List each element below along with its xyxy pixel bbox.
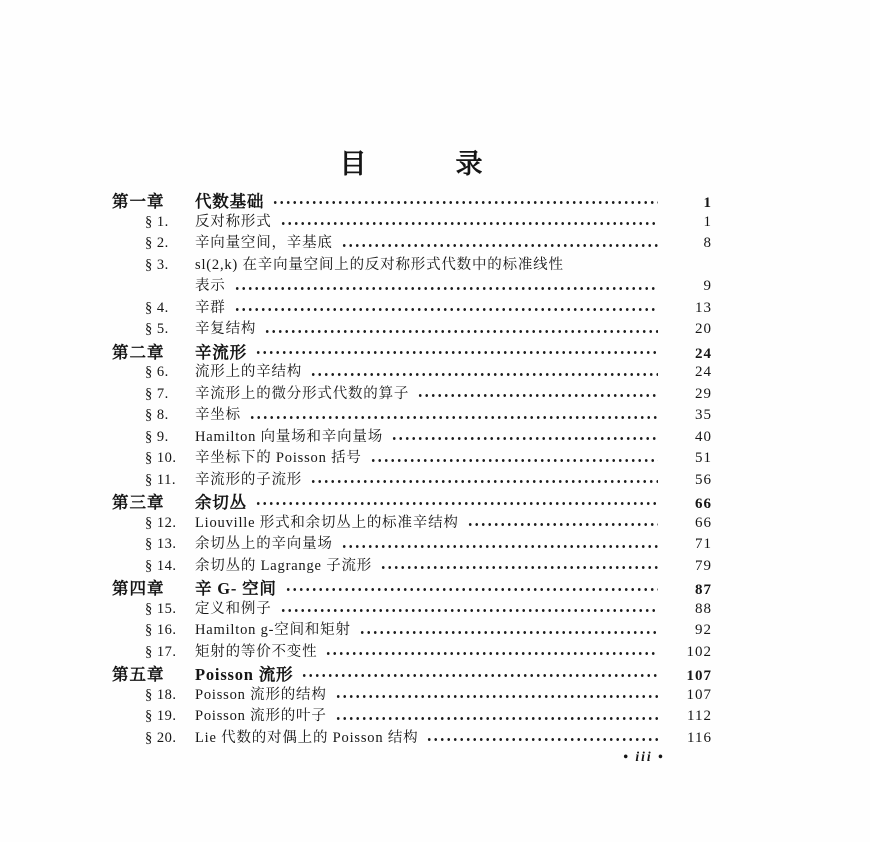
toc-entry-section	[112, 446, 712, 468]
toc-entry-section	[112, 704, 712, 726]
entry-page: 1	[703, 213, 712, 230]
entry-label: § 9.	[145, 428, 169, 445]
entry-label: § 18.	[145, 686, 177, 703]
dot-leader	[273, 200, 658, 205]
dot-leader	[286, 587, 658, 592]
entry-label: § 19.	[145, 708, 177, 724]
toc-entry-section	[112, 317, 712, 339]
entry-label: 第二章	[112, 342, 165, 362]
entry-page: 116	[687, 729, 712, 746]
entry-page: 87	[695, 582, 712, 598]
dot-leader	[342, 243, 658, 248]
entry-label: 第一章	[112, 192, 165, 211]
entry-title: Liouville 形式和余切丛上的标准辛结构	[195, 514, 459, 531]
toc-entry-chapter	[112, 188, 712, 210]
entry-title: 辛坐标	[195, 407, 241, 423]
toc-entry-section	[112, 683, 712, 705]
dot-leader	[256, 501, 658, 506]
entry-page: 107	[686, 668, 712, 684]
entry-label: § 20.	[145, 729, 177, 746]
toc-entry-section	[112, 511, 712, 533]
dot-leader	[418, 393, 658, 398]
entry-title: 表示	[195, 278, 226, 294]
entry-title: 辛群	[195, 299, 226, 316]
entry-label: § 10.	[145, 450, 177, 466]
toc-entry-chapter	[112, 661, 712, 683]
dot-leader	[256, 350, 658, 355]
toc-entry-section	[112, 274, 712, 296]
entry-page: 107	[686, 686, 712, 703]
dot-leader	[311, 372, 658, 377]
toc-entry-section	[112, 403, 712, 425]
toc-entry-section	[112, 296, 712, 318]
entry-title: 辛复结构	[195, 321, 257, 337]
entry-title: 代数基础	[195, 192, 265, 211]
dot-leader	[326, 651, 658, 656]
entry-title: Poisson 流形	[195, 665, 294, 684]
toc-entry-section	[112, 726, 712, 748]
entry-page: 88	[695, 600, 712, 617]
entry-title: Lie 代数的对偶上的 Poisson 结构	[195, 729, 419, 746]
entry-title: Hamilton g-空间和矩射	[195, 622, 351, 638]
entry-title: 流形上的辛结构	[195, 364, 303, 380]
entry-label: 第四章	[112, 579, 165, 598]
entry-label: § 1.	[145, 213, 169, 230]
toc-entry-section	[112, 532, 712, 554]
entry-label: § 7.	[145, 385, 169, 402]
dot-leader	[360, 630, 658, 635]
dot-leader	[265, 329, 658, 334]
dot-leader	[342, 544, 658, 549]
entry-page: 112	[687, 708, 712, 724]
entry-title: Poisson 流形的结构	[195, 686, 327, 703]
entry-label: § 2.	[145, 235, 169, 251]
entry-title: 辛流形	[195, 342, 247, 362]
dot-leader	[235, 307, 658, 312]
entry-page: 66	[695, 514, 712, 531]
entry-title: 辛流形的子流形	[195, 471, 303, 488]
entry-label: § 13.	[145, 536, 177, 552]
entry-page: 35	[695, 407, 712, 423]
entry-page: 9	[703, 278, 712, 294]
entry-label: 第三章	[112, 493, 165, 512]
entry-title: 余切丛	[195, 493, 247, 512]
toc-entry-chapter	[112, 575, 712, 597]
dot-leader	[468, 522, 658, 527]
entry-page: 8	[703, 235, 712, 251]
entry-title: 辛向量空间，辛基底	[195, 235, 333, 251]
toc-entry-section	[112, 618, 712, 640]
dot-leader	[281, 221, 659, 226]
entry-title: 辛坐标下的 Poisson 括号	[195, 450, 362, 466]
entry-label: § 11.	[145, 471, 176, 488]
toc-entry-section	[112, 468, 712, 490]
entry-page: 13	[695, 299, 712, 316]
entry-title: sl(2,k) 在辛向量空间上的反对称形式代数中的标准线性	[195, 256, 564, 273]
dot-leader	[235, 286, 658, 291]
toc-entry-section	[112, 425, 712, 447]
entry-label: § 5.	[145, 321, 169, 337]
entry-page: 24	[695, 364, 712, 380]
entry-label: § 15.	[145, 600, 177, 617]
entry-page: 51	[695, 450, 712, 466]
entry-page: 1	[703, 195, 712, 211]
entry-title: 余切丛的 Lagrange 子流形	[195, 557, 373, 574]
entry-page: 71	[695, 536, 712, 552]
entry-label: 第五章	[112, 665, 165, 684]
toc-entry-section	[112, 382, 712, 404]
entry-page: 56	[695, 471, 712, 488]
toc-list	[112, 188, 712, 747]
toc-entry-section	[112, 554, 712, 576]
page-title: 目 录	[339, 149, 485, 179]
entry-title: 定义和例子	[195, 600, 272, 617]
entry-label: § 14.	[145, 557, 177, 574]
toc-entry-section	[112, 597, 712, 619]
toc-entry-chapter	[112, 489, 712, 511]
toc-entry-section	[112, 360, 712, 382]
dot-leader	[311, 479, 658, 484]
entry-label: § 17.	[145, 643, 177, 660]
entry-label: § 6.	[145, 364, 169, 380]
entry-title: Poisson 流形的叶子	[195, 708, 327, 724]
toc-entry-section	[112, 210, 712, 232]
dot-leader	[427, 737, 658, 742]
entry-title: 辛流形上的微分形式代数的算子	[195, 385, 410, 402]
entry-title: Hamilton 向量场和辛向量场	[195, 428, 383, 445]
page-number-footer: • iii •	[623, 749, 665, 764]
toc-entry-section	[112, 253, 712, 275]
entry-label: § 8.	[145, 407, 169, 423]
dot-leader	[336, 716, 658, 721]
dot-leader	[336, 694, 658, 699]
entry-page: 66	[695, 496, 712, 512]
entry-title: 矩射的等价不变性	[195, 643, 318, 660]
entry-title: 辛 G- 空间	[195, 579, 277, 598]
entry-label: § 12.	[145, 514, 177, 531]
entry-page: 102	[686, 643, 712, 660]
toc-entry-section	[112, 640, 712, 662]
entry-page: 40	[695, 428, 712, 445]
toc-entry-chapter	[112, 339, 712, 361]
entry-page: 29	[695, 385, 712, 402]
dot-leader	[250, 415, 658, 420]
dot-leader	[281, 608, 659, 613]
entry-label: § 3.	[145, 256, 169, 273]
dot-leader	[371, 458, 658, 463]
entry-page: 24	[695, 345, 712, 362]
entry-title: 反对称形式	[195, 213, 272, 230]
entry-page: 92	[695, 622, 712, 638]
entry-page: 20	[695, 321, 712, 337]
dot-leader	[381, 565, 658, 570]
entry-title: 余切丛上的辛向量场	[195, 536, 333, 552]
entry-label: § 16.	[145, 622, 177, 638]
dot-leader	[302, 673, 658, 678]
entry-page: 79	[695, 557, 712, 574]
dot-leader	[392, 436, 658, 441]
toc-entry-section	[112, 231, 712, 253]
entry-label: § 4.	[145, 299, 169, 316]
